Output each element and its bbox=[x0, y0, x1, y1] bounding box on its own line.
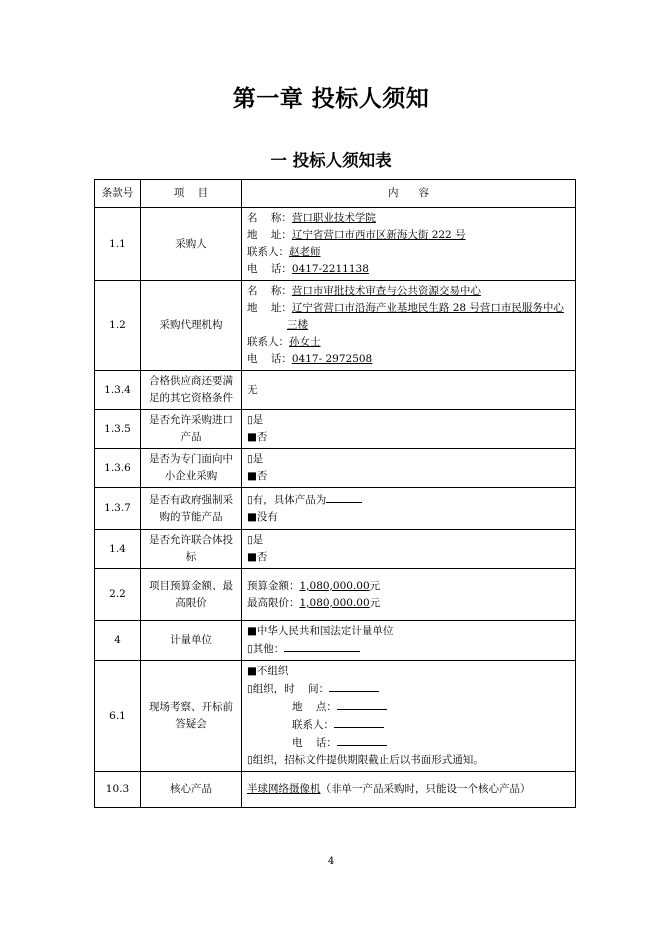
clause-content: 无 bbox=[242, 371, 576, 410]
purchaser-address: 辽宁省营口市西市区新海大街 222 号 bbox=[291, 229, 466, 241]
option-label: 组织， bbox=[252, 683, 285, 695]
option-label: 不组织 bbox=[256, 665, 289, 677]
table-row bbox=[95, 371, 576, 410]
clause-content bbox=[242, 661, 576, 772]
option-label: 有，具体产品为 bbox=[252, 494, 327, 506]
clause-item: 是否允许联合体投标 bbox=[141, 530, 242, 569]
currency-unit: 元 bbox=[369, 579, 381, 592]
clause-item: 是否为专门面向中小企业采购 bbox=[141, 449, 242, 488]
clause-content bbox=[242, 530, 576, 569]
field-label: 联系人： bbox=[292, 719, 334, 731]
table-row bbox=[95, 530, 576, 569]
field-label: 联系人： bbox=[247, 336, 289, 348]
clause-content bbox=[242, 488, 576, 530]
field-label: 地 点： bbox=[292, 701, 337, 713]
field-label: 电 话： bbox=[247, 353, 292, 365]
currency-unit: 元 bbox=[369, 596, 381, 609]
option-label: 否 bbox=[256, 431, 268, 443]
unchecked-box-icon: ▯ bbox=[247, 534, 253, 546]
page-number: 4 bbox=[327, 856, 335, 867]
fill-blank bbox=[337, 734, 387, 746]
checked-box-icon: ■ bbox=[247, 431, 257, 443]
checked-box-icon: ■ bbox=[247, 551, 257, 563]
clause-no: 1.3.4 bbox=[95, 371, 141, 410]
clause-item: 项目预算金额、最高限价 bbox=[141, 569, 242, 621]
clause-item: 合格供应商还要满足的其它资格条件 bbox=[141, 371, 242, 410]
unchecked-box-icon: ▯ bbox=[247, 414, 253, 426]
fill-blank bbox=[326, 491, 362, 503]
clause-item: 是否允许采购进口产品 bbox=[141, 410, 242, 449]
table-row bbox=[95, 569, 576, 621]
agency-contact: 孙女士 bbox=[289, 336, 321, 348]
option-label: 其他： bbox=[252, 643, 285, 655]
budget-amount: 1,080,000.00 bbox=[299, 579, 370, 592]
table-row bbox=[95, 449, 576, 488]
option-label: 没有 bbox=[256, 511, 278, 523]
option-label: 否 bbox=[256, 551, 268, 563]
table-row bbox=[95, 488, 576, 530]
field-label: 联系人： bbox=[247, 246, 289, 258]
clause-content bbox=[242, 449, 576, 488]
table-row bbox=[95, 661, 576, 772]
fill-blank bbox=[334, 716, 384, 728]
agency-name: 营口市审批技术审查与公共资源交易中心 bbox=[291, 285, 481, 297]
clause-no: 1.3.5 bbox=[95, 410, 141, 449]
fill-blank bbox=[284, 640, 360, 652]
checked-box-icon: ■ bbox=[247, 665, 257, 677]
purchaser-name: 营口职业技术学院 bbox=[291, 212, 376, 224]
field-label: 时 间： bbox=[284, 683, 330, 695]
unchecked-box-icon: ▯ bbox=[247, 683, 253, 695]
fill-blank bbox=[329, 680, 379, 692]
table-row bbox=[95, 772, 576, 808]
table-row bbox=[95, 621, 576, 661]
purchaser-phone: 0417-2211138 bbox=[291, 263, 369, 275]
table-row bbox=[95, 281, 576, 371]
unchecked-box-icon: ▯ bbox=[247, 453, 253, 465]
core-product-note: （非单一产品采购时，只能设一个核心产品） bbox=[320, 783, 531, 795]
clause-item: 现场考察、开标前答疑会 bbox=[141, 661, 242, 772]
field-label: 地 址： bbox=[247, 229, 292, 241]
table-row bbox=[95, 208, 576, 281]
unchecked-box-icon: ▯ bbox=[247, 754, 253, 766]
clause-no: 1.4 bbox=[95, 530, 141, 569]
clause-no: 1.1 bbox=[95, 208, 141, 281]
max-price: 1,080,000.00 bbox=[299, 596, 370, 609]
field-label: 预算金额： bbox=[247, 579, 300, 592]
core-product: 半球网络摄像机 bbox=[247, 783, 321, 795]
field-label: 名 称： bbox=[247, 212, 292, 224]
option-label: 是 bbox=[252, 453, 264, 465]
agency-address: 辽宁省营口市沿海产业基地民生路 28 号营口市民服务中心三楼 bbox=[287, 302, 564, 331]
header-clause-no: 条款号 bbox=[95, 180, 141, 208]
clause-no: 2.2 bbox=[95, 569, 141, 621]
unchecked-box-icon: ▯ bbox=[247, 494, 253, 506]
agency-phone: 0417- 2972508 bbox=[291, 353, 373, 365]
clause-content bbox=[242, 281, 576, 371]
field-label: 地 址： bbox=[247, 302, 292, 314]
option-label: 是 bbox=[252, 534, 264, 546]
clause-no: 1.2 bbox=[95, 281, 141, 371]
clause-no: 4 bbox=[95, 621, 141, 661]
clause-no: 1.3.6 bbox=[95, 449, 141, 488]
option-label: 否 bbox=[256, 470, 268, 482]
clause-item: 计量单位 bbox=[141, 621, 242, 661]
field-label: 最高限价： bbox=[247, 596, 300, 609]
clause-item: 采购人 bbox=[141, 208, 242, 281]
section-title: 一 投标人须知表 bbox=[270, 151, 392, 170]
clause-content bbox=[242, 621, 576, 661]
table-header-row bbox=[95, 180, 576, 208]
fill-blank bbox=[337, 698, 387, 710]
clause-item: 采购代理机构 bbox=[141, 281, 242, 371]
option-label: 组织，招标文件提供期限截止后以书面形式通知。 bbox=[252, 754, 484, 766]
clause-no: 10.3 bbox=[95, 772, 141, 808]
clause-content bbox=[242, 772, 576, 808]
bidder-notice-table bbox=[94, 179, 576, 808]
field-label: 电 话： bbox=[292, 737, 337, 749]
clause-content bbox=[242, 208, 576, 281]
option-label: 中华人民共和国法定计量单位 bbox=[256, 625, 394, 637]
option-label: 是 bbox=[252, 414, 264, 426]
clause-content bbox=[242, 410, 576, 449]
field-label: 电 话： bbox=[247, 263, 292, 275]
header-content: 内 容 bbox=[242, 180, 576, 208]
clause-item: 是否有政府强制采购的节能产品 bbox=[141, 488, 242, 530]
checked-box-icon: ■ bbox=[247, 511, 257, 523]
chapter-title: 第一章 投标人须知 bbox=[232, 86, 430, 112]
table-row bbox=[95, 410, 576, 449]
clause-no: 1.3.7 bbox=[95, 488, 141, 530]
clause-no: 6.1 bbox=[95, 661, 141, 772]
field-label: 名 称： bbox=[247, 285, 292, 297]
clause-item: 核心产品 bbox=[141, 772, 242, 808]
unchecked-box-icon: ▯ bbox=[247, 643, 253, 655]
purchaser-contact: 赵老师 bbox=[289, 246, 321, 258]
checked-box-icon: ■ bbox=[247, 625, 257, 637]
checked-box-icon: ■ bbox=[247, 470, 257, 482]
header-item: 项 目 bbox=[141, 180, 242, 208]
clause-content bbox=[242, 569, 576, 621]
